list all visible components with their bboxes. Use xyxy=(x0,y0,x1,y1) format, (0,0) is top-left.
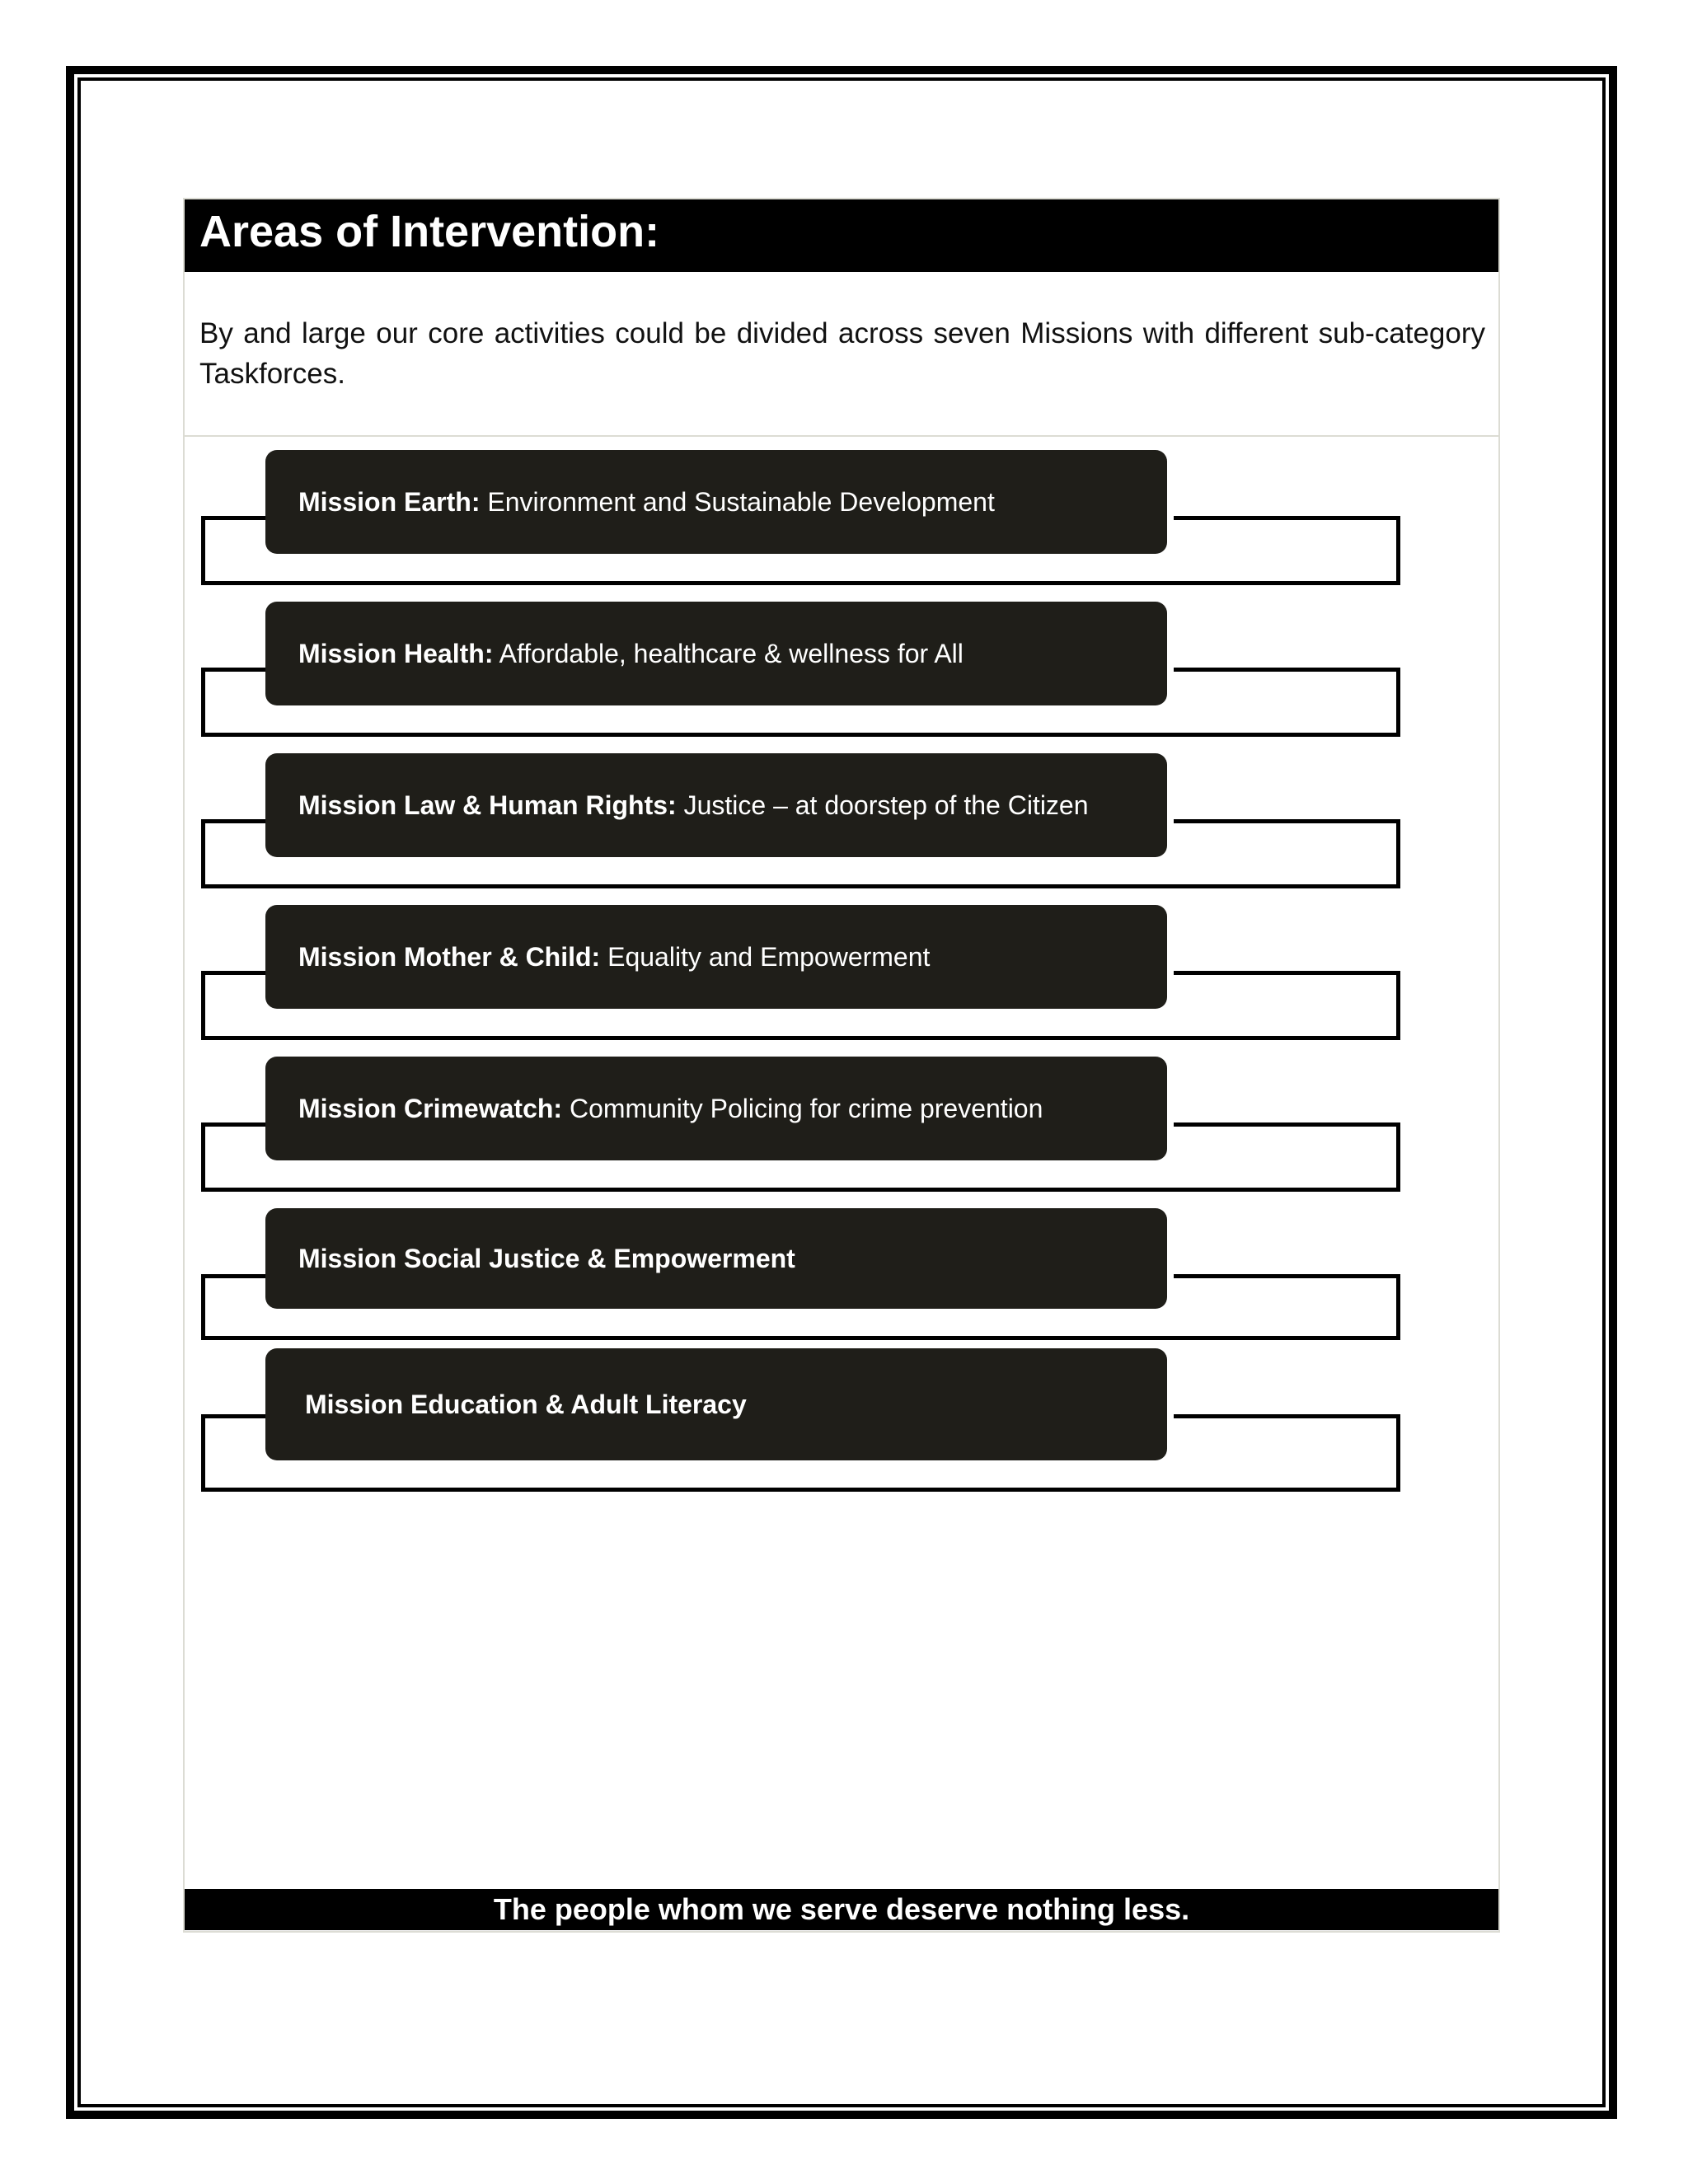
mission-item xyxy=(265,1208,1167,1309)
mission-name: Mission Social Justice & Empowerment xyxy=(298,1243,795,1273)
mission-name: Mission Earth: xyxy=(298,486,481,517)
mission-connector-right xyxy=(1174,516,1400,585)
footer-tagline: The people whom we serve deserve nothing less. xyxy=(185,1889,1498,1930)
mission-item xyxy=(265,1348,1167,1460)
mission-item xyxy=(265,602,1167,705)
mission-description: Affordable, healthcare & wellness for All xyxy=(493,638,964,668)
intro-paragraph: By and large our core activities could be divided across seven Missions with different sub-category Taskforces. xyxy=(199,317,1485,390)
mission-connector-right xyxy=(1174,819,1400,888)
mission-item xyxy=(265,905,1167,1009)
content-box xyxy=(183,198,1500,1933)
mission-connector-right xyxy=(1174,668,1400,737)
mission-connector-right xyxy=(1174,1414,1400,1492)
mission-connector-left xyxy=(201,1274,267,1340)
section-heading: Areas of Intervention: xyxy=(185,199,1498,272)
mission-name: Mission Crimewatch: xyxy=(298,1093,563,1123)
mission-name: Mission Law & Human Rights: xyxy=(298,790,677,820)
mission-item xyxy=(265,1057,1167,1160)
mission-name: Mission Mother & Child: xyxy=(298,941,601,972)
mission-name: Mission Education & Adult Literacy xyxy=(305,1389,747,1419)
mission-name: Mission Health: xyxy=(298,638,494,668)
mission-description: Equality and Empowerment xyxy=(600,941,931,972)
mission-connector-left xyxy=(201,1414,267,1492)
mission-connector-right xyxy=(1174,971,1400,1040)
mission-connector-left xyxy=(201,516,267,585)
mission-item xyxy=(265,753,1167,857)
mission-connector-left xyxy=(201,1122,267,1192)
mission-list xyxy=(185,199,1498,1931)
mission-item xyxy=(265,450,1167,554)
mission-description: Justice – at doorstep of the Citizen xyxy=(676,790,1089,820)
mission-connector-right xyxy=(1174,1274,1400,1340)
mission-connector-left xyxy=(201,819,267,888)
mission-description: Environment and Sustainable Development xyxy=(480,486,995,517)
mission-connector-left xyxy=(201,971,267,1040)
mission-description: Community Policing for crime prevention xyxy=(562,1093,1043,1123)
mission-connector-right xyxy=(1174,1122,1400,1192)
mission-connector-left xyxy=(201,668,267,737)
